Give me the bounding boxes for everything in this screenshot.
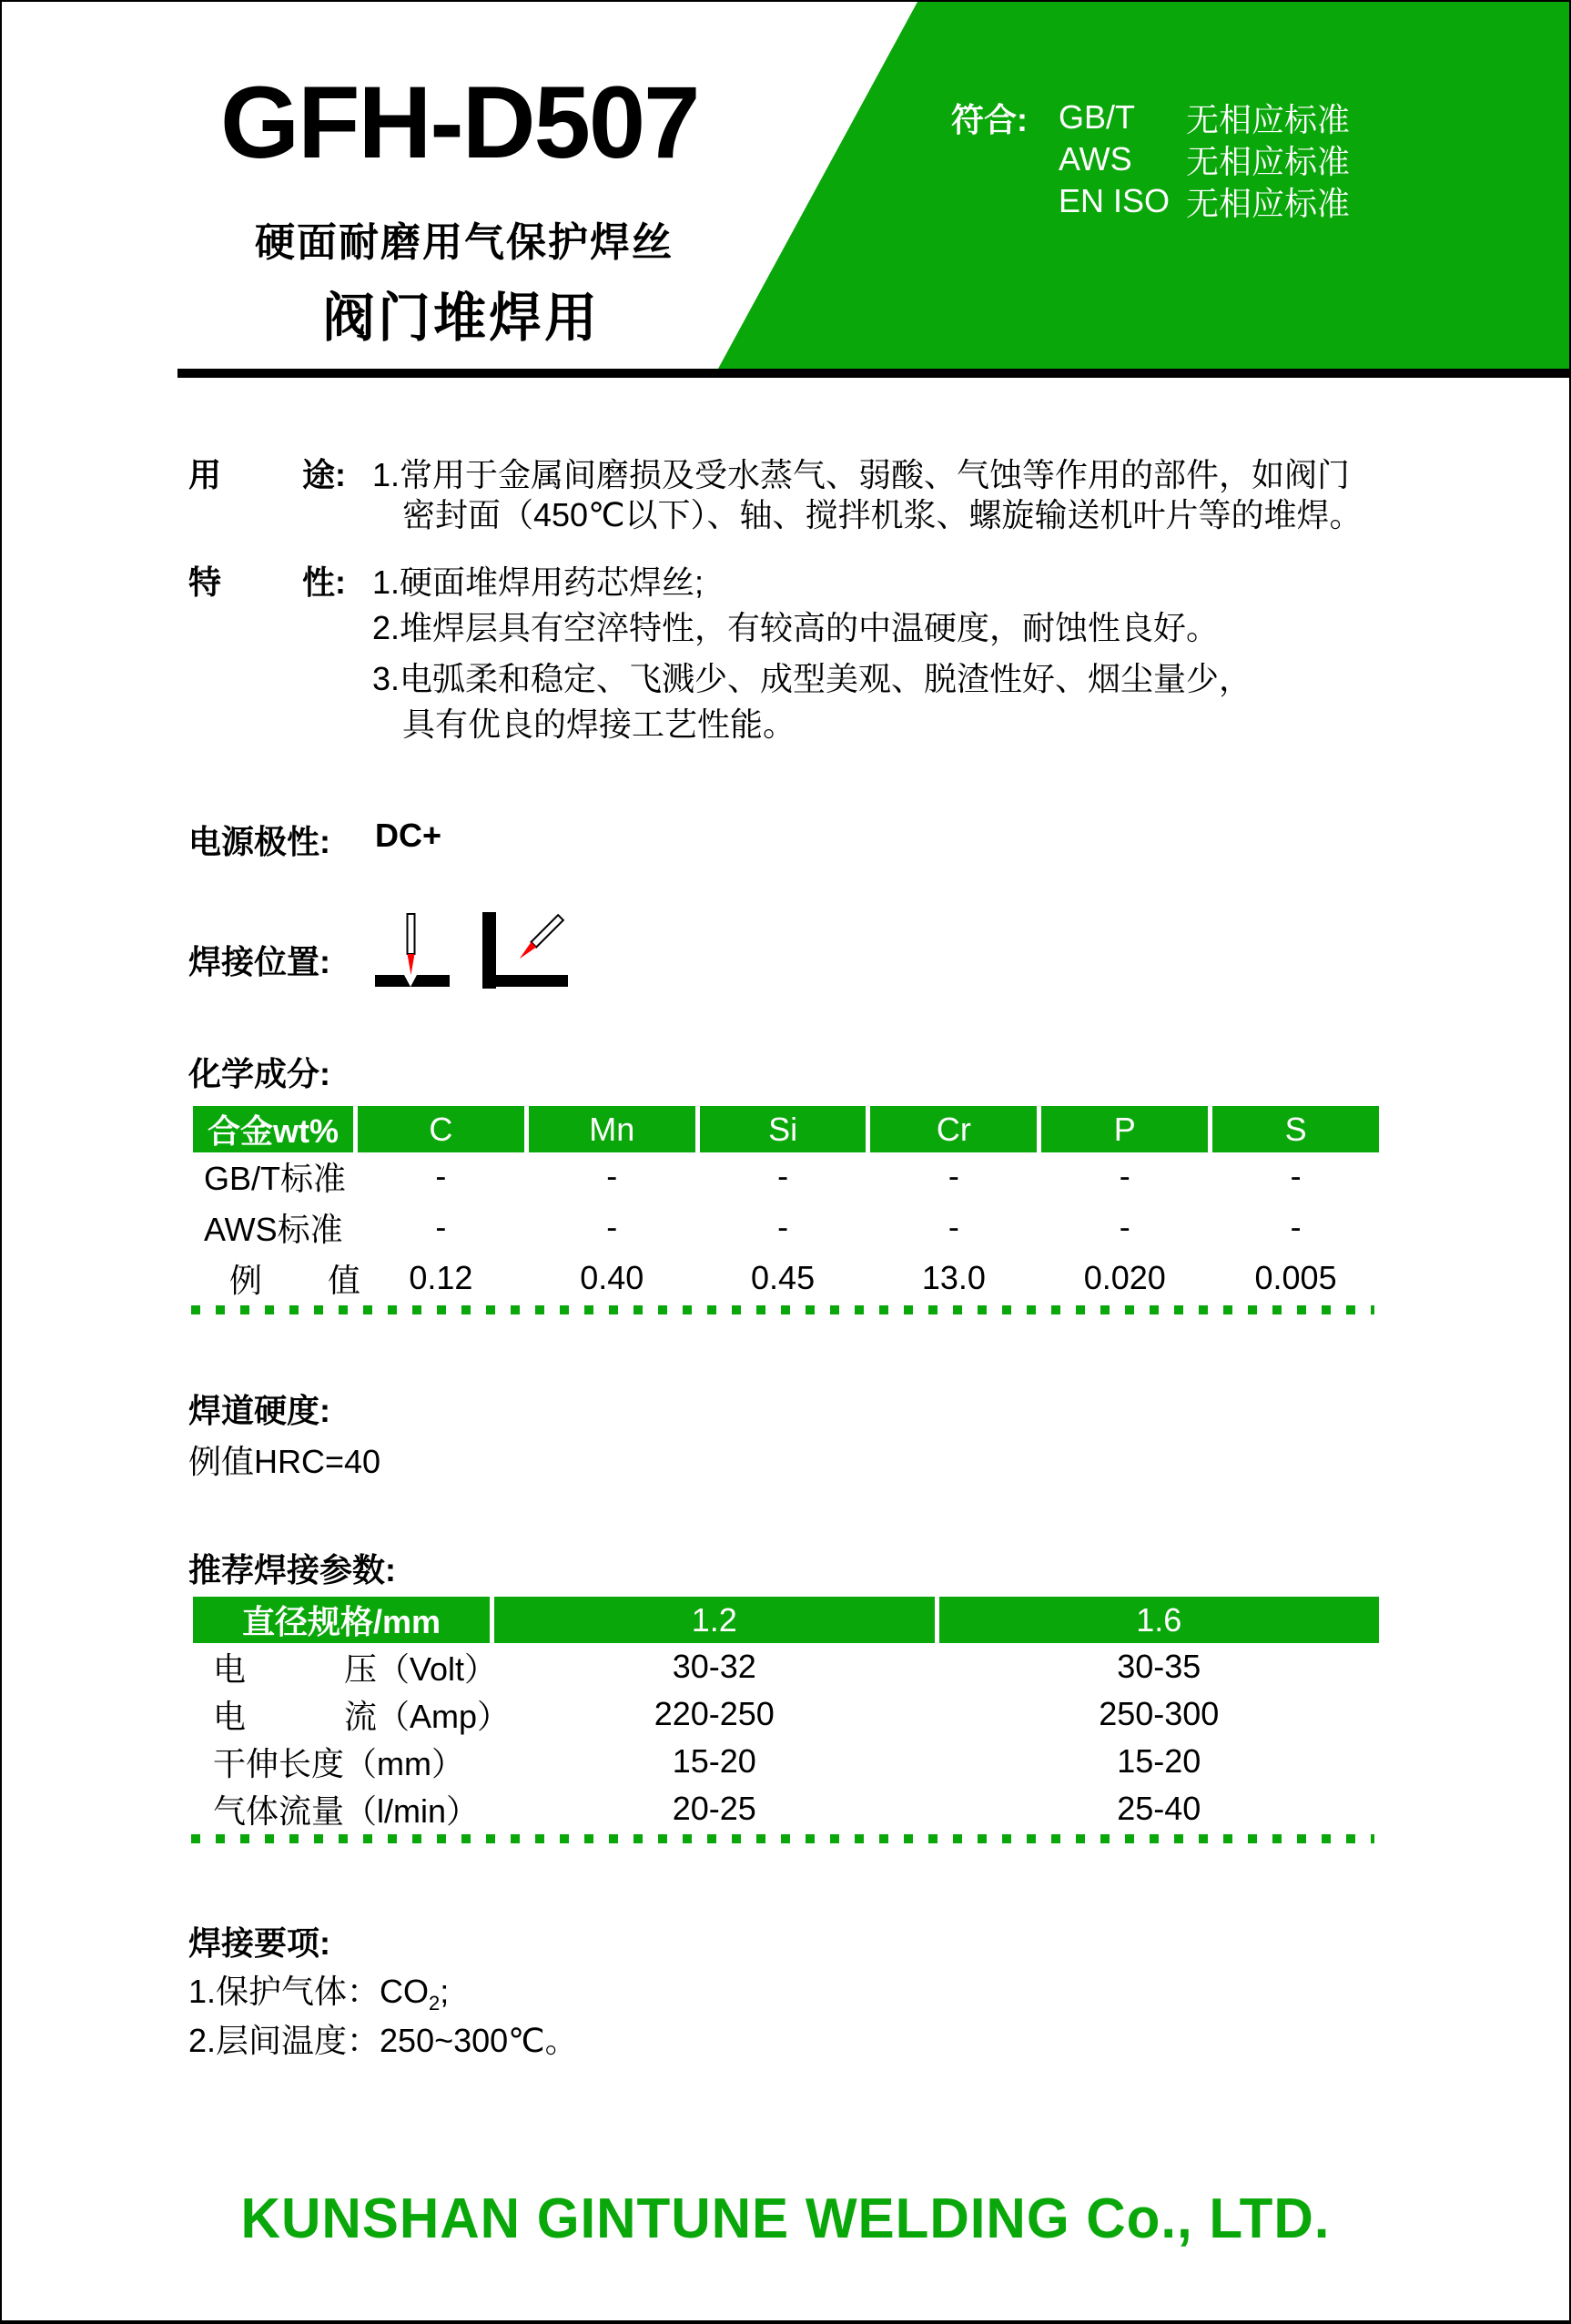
chem-cell: - [948, 1208, 959, 1245]
chem-cell: 0.020 [1083, 1259, 1166, 1296]
dotted-divider [191, 1305, 1374, 1314]
notes-item [188, 1966, 449, 2015]
param-cell: 220-250 [654, 1695, 775, 1732]
param-row-label: 电 压（Volt） [213, 1649, 498, 1688]
chem-table-row [193, 1253, 1379, 1304]
notes-item: 2.层间温度：250~300℃。 [188, 2022, 578, 2059]
usage-label-char: 用 [188, 456, 222, 493]
feature-item: 具有优良的焊接工艺性能。 [402, 705, 796, 743]
standard-code: GB/T [1059, 98, 1136, 136]
chem-header-cell: S [1212, 1106, 1379, 1152]
notes-label: 焊接要项: [188, 1924, 330, 1962]
param-cell: 15-20 [1117, 1742, 1201, 1780]
chem-cell: - [435, 1157, 447, 1194]
polarity-label: 电源极性: [188, 823, 330, 860]
chem-cell: 0.40 [580, 1259, 644, 1296]
chem-cell: - [777, 1157, 789, 1194]
param-cell: 25-40 [1117, 1790, 1201, 1827]
chem-cell: - [777, 1208, 789, 1245]
chem-table-row [193, 1202, 1379, 1253]
chem-table-header [193, 1106, 1379, 1152]
parameters-section-label: 推荐焊接参数: [188, 1551, 396, 1588]
param-table-row [193, 1785, 1379, 1832]
product-subtitle: 硬面耐磨用气保护焊丝 [255, 220, 674, 265]
param-row-label: 干伸长度（mm） [213, 1744, 464, 1782]
feature-item: 3.电弧柔和稳定、飞溅少、成型美观、脱渣性好、烟尘量少， [372, 660, 1252, 697]
chem-cell: 0.005 [1254, 1259, 1337, 1296]
feature-item: 1.硬面堆焊用药芯焊丝; [372, 563, 704, 601]
standards-prefix: 符合: [951, 100, 1028, 138]
chem-cell: - [606, 1208, 618, 1245]
param-table-row [193, 1643, 1379, 1690]
product-application: 阀门堆焊用 [322, 289, 601, 348]
param-table-row [193, 1738, 1379, 1785]
welding-position-label: 焊接位置: [188, 943, 330, 980]
fillet-position-icon [478, 910, 571, 992]
param-row-label: 电 流（Amp） [213, 1697, 511, 1735]
dotted-divider [191, 1834, 1374, 1843]
chem-header-cell: Cr [870, 1106, 1037, 1152]
param-cell: 30-32 [672, 1648, 756, 1685]
header-rule [177, 369, 1569, 378]
standards-block [951, 96, 1350, 222]
notes-item1-suffix: ; [440, 1973, 450, 2010]
chem-cell: 13.0 [921, 1259, 986, 1296]
chem-table-row [193, 1151, 1379, 1202]
param-table-row [193, 1690, 1379, 1738]
chem-row-label: AWS标准 [204, 1210, 343, 1248]
chem-cell: - [948, 1157, 959, 1194]
standard-value: 无相应标准 [1186, 100, 1351, 138]
param-header-cell: 1.2 [494, 1597, 935, 1643]
feature-item: 2.堆焊层具有空淬特性，有较高的中温硬度，耐蚀性良好。 [372, 609, 1220, 646]
usage-line: 1.常用于金属间磨损及受水蒸气、弱酸、气蚀等作用的部件，如阀门 [372, 456, 1351, 493]
hardness-label: 焊道硬度: [188, 1392, 330, 1429]
usage-label-colon: 途: [302, 456, 346, 493]
param-cell: 15-20 [672, 1742, 756, 1780]
chem-cell: - [435, 1208, 447, 1245]
standard-code: EN ISO [1059, 182, 1171, 219]
param-cell: 20-25 [672, 1790, 756, 1827]
chem-cell: 0.12 [409, 1259, 473, 1296]
param-cell: 250-300 [1099, 1695, 1220, 1732]
param-table-header [193, 1597, 1379, 1643]
param-header-cell: 直径规格/mm [193, 1597, 490, 1643]
product-code-title: GFH-D507 [220, 66, 699, 179]
chem-cell: - [1290, 1208, 1302, 1245]
chem-cell: - [1290, 1157, 1302, 1194]
chem-header-cell: C [358, 1106, 524, 1152]
chem-cell: 0.45 [751, 1259, 816, 1296]
standard-value: 无相应标准 [1186, 184, 1351, 222]
polarity-value: DC+ [375, 817, 442, 854]
standard-code: AWS [1059, 140, 1132, 178]
flat-position-icon [370, 910, 454, 992]
chem-cell: - [1119, 1208, 1130, 1245]
chem-cell: - [606, 1157, 618, 1194]
hardness-value: 例值HRC=40 [188, 1443, 381, 1480]
notes-item1-text: 1.保护气体：CO [188, 1973, 430, 2010]
company-name: KUNSHAN GINTUNE WELDING Co., LTD. [240, 2187, 1331, 2250]
chem-row-label: GB/T标准 [204, 1159, 347, 1197]
param-row-label: 气体流量（l/min） [213, 1791, 480, 1830]
standard-value: 无相应标准 [1186, 142, 1351, 180]
param-header-cell: 1.6 [939, 1597, 1380, 1643]
chem-header-cell: Mn [529, 1106, 695, 1152]
notes-item1-subscript: 2 [429, 1992, 441, 2015]
chem-header-cell: Si [700, 1106, 867, 1152]
param-cell: 30-35 [1117, 1648, 1201, 1685]
chem-header-cell: 合金wt% [193, 1106, 353, 1152]
features-label-colon: 性: [302, 563, 346, 601]
chemical-section-label: 化学成分: [188, 1055, 330, 1092]
usage-line: 密封面（450℃以下）、轴、搅拌机浆、螺旋输送机叶片等的堆焊。 [402, 496, 1363, 533]
chem-row-label: 例 值 [229, 1261, 361, 1299]
features-label-char: 特 [188, 563, 222, 601]
chem-cell: - [1119, 1157, 1130, 1194]
chem-header-cell: P [1041, 1106, 1208, 1152]
